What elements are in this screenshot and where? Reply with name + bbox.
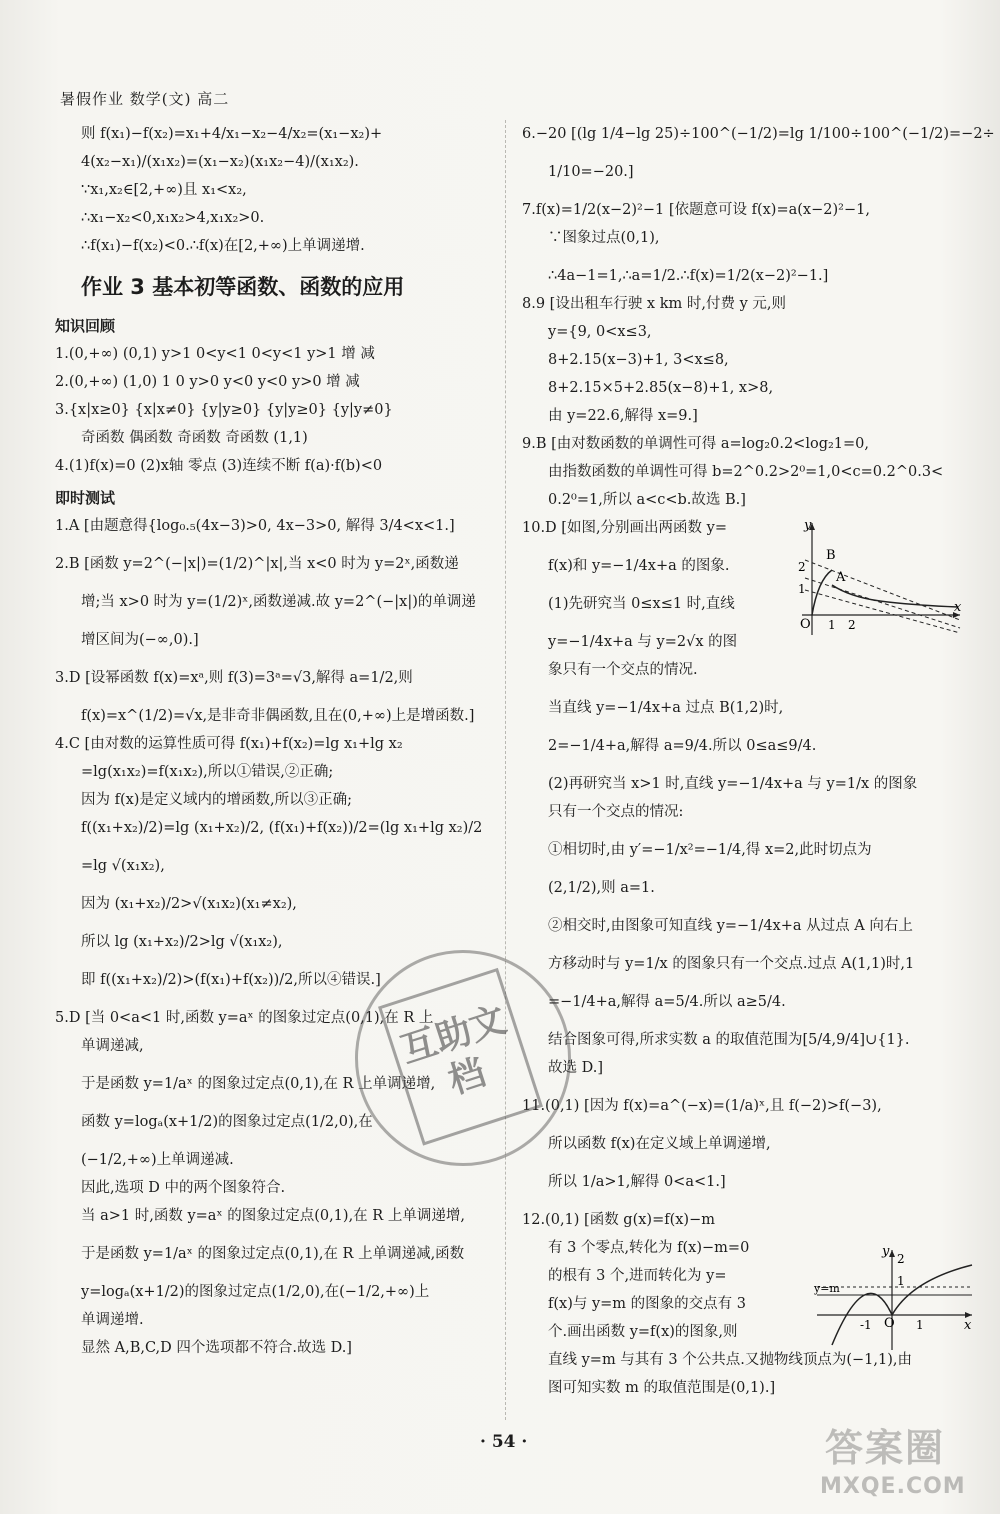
answer-line: 当 a>1 时,函数 y=aˣ 的图象过定点(0,1),在 R 上单调递增, [81,1208,465,1224]
answer-line: =lg(x₁x₂)=f(x₁x₂),所以①错误,②正确; [81,764,334,780]
stamp-text: 互助文档 [395,999,512,1103]
answer-line: 因此,选项 D 中的两个图象符合. [81,1180,286,1196]
answer-line: 故选 D.] [548,1060,603,1076]
answer-line: 2=−1/4+a,解得 a=9/4.所以 0≤a≤9/4. [548,738,817,754]
tick-x-minus-1: -1 [860,1318,872,1332]
test-heading: 即时测试 [55,489,116,507]
answer-line: ∵图象过点(0,1), [548,230,660,246]
label-x: x [954,600,962,615]
watermark-text: 答案圈 [825,1426,946,1470]
label-a: A [836,570,846,585]
label-origin: O [800,617,811,632]
answer-line: 1.A [由题意得{log₀.₅(4x−3)>0, 4x−3>0, 解得 3/4<x<1.] [55,518,455,534]
answer-line: 象只有一个交点的情况. [548,662,698,678]
answer-line: (2)再研究当 x>1 时,直线 y=−1/4x+a 与 y=1/x 的图象 [548,776,918,792]
answer-line: 3.D [设幂函数 f(x)=xᵃ,则 f(3)=3ᵃ=√3,解得 a=1/2,则 [55,670,413,686]
proof-line: 4(x₂−x₁)/(x₁x₂)=(x₁−x₂)(x₁x₂−4)/(x₁x₂). [81,154,359,170]
answer-line: 8.9 [设出租车行驶 x km 时,付费 y 元,则 [522,296,786,312]
review-line: 4.(1)f(x)=0 (2)x轴 零点 (3)连续不断 f(a)·f(b)<0 [55,458,383,474]
answer-line: 于是函数 y=1/aˣ 的图象过定点(0,1),在 R 上单调递减,函数 [81,1246,465,1262]
answer-line: 9.B [由对数函数的单调性可得 a=log₂0.2<log₂1=0, [522,436,870,452]
figure-problem-10 [790,515,965,640]
label-b: B [826,548,836,563]
answer-line: f(x)与 y=m 的图象的交点有 3 [548,1296,747,1312]
tick-y-2: 2 [897,1252,905,1266]
answer-line: 直线 y=m 与其有 3 个公共点.又抛物线顶点为(−1,1),由 [548,1352,912,1368]
answer-line: 个.画出函数 y=f(x)的图象,则 [548,1324,738,1340]
label-y-equals-m: y=m [814,1282,840,1295]
answer-line: 11.(0,1) [因为 f(x)=a^(−x)=(1/a)ˣ,且 f(−2)>f(−3), [522,1098,882,1114]
watermark-url: MXQE.COM [820,1474,966,1499]
answer-line: f(x)=x^(1/2)=√x,是非奇非偶函数,且在(0,+∞)上是增函数.] [81,708,475,724]
answer-line: 即 f((x₁+x₂)/2)>(f(x₁)+f(x₂))/2,所以④错误.] [81,972,381,988]
answer-line: 因为 (x₁+x₂)/2>√(x₁x₂)(x₁≠x₂), [81,896,297,912]
review-line: 3.{x|x≥0} {x|x≠0} {y|y≥0} {y|y≥0} {y|y≠0} [55,402,393,418]
answer-line: ①相切时,由 y′=−1/x²=−1/4,得 x=2,此时切点为 [548,842,872,858]
review-line: 1.(0,+∞) (0,1) y>1 0<y<1 0<y<1 y>1 增 减 [55,346,375,362]
answer-line: 因为 f(x)是定义域内的增函数,所以③正确; [81,792,352,808]
answer-line: 图可知实数 m 的取值范围是(0,1).] [548,1380,776,1396]
answer-line: 1/10=−20.] [548,164,634,180]
answer-line: 由 y=22.6,解得 x=9.] [548,408,698,424]
proof-line: ∴x₁−x₂<0,x₁x₂>4,x₁x₂>0. [81,210,265,226]
answer-line: 增;当 x>0 时为 y=(1/2)ˣ,函数递减.故 y=2^(−|x|)的单调递 [81,594,476,610]
proof-line: 则 f(x₁)−f(x₂)=x₁+4/x₁−x₂−4/x₂=(x₁−x₂)+ [81,126,383,142]
label-y: y [882,1245,890,1259]
answer-line: 2.B [函数 y=2^(−|x|)=(1/2)^|x|,当 x<0 时为 y=2ˣ,函数递 [55,556,459,572]
answer-line: 7.f(x)=1/2(x−2)²−1 [依题意可设 f(x)=a(x−2)²−1, [522,202,870,218]
tick-x-2: 2 [848,618,856,632]
review-line: 奇函数 偶函数 奇函数 奇函数 (1,1) [81,430,308,446]
answer-line: 0.2⁰=1,所以 a<c<b.故选 B.] [548,492,746,508]
answer-line: 单调递增. [81,1312,144,1328]
answer-line: =−1/4+a,解得 a=5/4.所以 a≥5/4. [548,994,786,1010]
tick-y-1: 1 [897,1274,905,1288]
review-line: 2.(0,+∞) (1,0) 1 0 y>0 y<0 y<0 y>0 增 减 [55,374,360,390]
answer-line: 显然 A,B,C,D 四个选项都不符合.故选 D.] [81,1340,352,1356]
page-number: · 54 · [480,1432,528,1452]
label-origin: O [884,1316,895,1331]
answer-line: 10.D [如图,分别画出两函数 y= [522,520,728,536]
answer-line: 于是函数 y=1/aˣ 的图象过定点(0,1),在 R 上单调递增, [81,1076,436,1092]
label-y: y [804,518,812,533]
proof-line: ∴f(x₁)−f(x₂)<0.∴f(x)在[2,+∞)上单调递增. [81,238,365,254]
answer-line: 结合图象可得,所求实数 a 的取值范围为[5/4,9/4]∪{1}. [548,1032,910,1048]
label-x: x [964,1318,972,1333]
answer-line: 单调递减, [81,1038,144,1054]
page-header: 暑假作业 数学(文) 高二 [60,90,230,108]
answer-line: ②相交时,由图象可知直线 y=−1/4x+a 从过点 A 向右上 [548,918,913,934]
answer-line: 方移动时与 y=1/x 的图象只有一个交点.过点 A(1,1)时,1 [548,956,915,972]
answer-line: y={9, 0<x≤3, [548,324,652,340]
answer-line: f((x₁+x₂)/2)=lg (x₁+x₂)/2, (f(x₁)+f(x₂))/2=(lg x₁+lg x₂)/2 [81,820,483,836]
log-curve [892,1265,972,1315]
curve-inverse [832,585,958,607]
answer-line: 5.D [当 0<a<1 时,函数 y=aˣ 的图象过定点(0,1),在 R 上 [55,1010,434,1026]
answer-line: (2,1/2),则 a=1. [548,880,655,896]
answer-line: (1)先研究当 0≤x≤1 时,直线 [548,596,735,612]
left-column [55,120,495,1362]
column-divider [505,120,506,1420]
answer-line: 增区间为(−∞,0).] [81,632,199,648]
answer-line: =lg √(x₁x₂), [81,858,165,874]
tick-x-1: 1 [828,618,836,632]
answer-line: y=logₐ(x+1/2)的图象过定点(1/2,0),在(−1/2,+∞)上 [81,1284,430,1300]
answer-line: 当直线 y=−1/4x+a 过点 B(1,2)时, [548,700,784,716]
answer-line: ∴4a−1=1,∴a=1/2.∴f(x)=1/2(x−2)²−1.] [548,268,829,284]
answer-line: 所以 lg (x₁+x₂)/2>lg √(x₁x₂), [81,934,283,950]
answer-line: 6.−20 [(lg 1/4−lg 25)÷100^(−1/2)=lg 1/100÷100^(−1/2)=−2÷ [522,126,995,142]
tick-y-1: 1 [798,582,806,596]
answer-line: 由指数函数的单调性可得 b=2^0.2>2⁰=1,0<c=0.2^0.3< [548,464,944,480]
right-column [522,120,995,1402]
answer-line: 4.C [由对数的运算性质可得 f(x₁)+f(x₂)=lg x₁+lg x₂ [55,736,403,752]
answer-line: 8+2.15×5+2.85(x−8)+1, x>8, [548,380,774,396]
answer-line: 8+2.15(x−3)+1, 3<x≤8, [548,352,729,368]
answer-line: 只有一个交点的情况: [548,804,684,820]
tick-y-2: 2 [798,560,806,574]
answer-line: 所以 1/a>1,解得 0<a<1.] [548,1174,726,1190]
stamp-inner-box [378,968,543,1146]
answer-line: 所以函数 f(x)在定义域上单调递增, [548,1136,771,1152]
answer-line: f(x)和 y=−1/4x+a 的图象. [548,558,730,574]
answer-line: 12.(0,1) [函数 g(x)=f(x)−m [522,1212,715,1228]
review-heading: 知识回顾 [55,317,116,335]
watermark-logo [805,1412,990,1507]
answer-line: (−1/2,+∞)上单调递减. [81,1152,234,1168]
y-axis-arrow [889,1250,895,1257]
answer-line: 的根有 3 个,进而转化为 y= [548,1268,727,1284]
section-title: 作业 3 基本初等函数、函数的应用 [81,275,405,299]
answer-line: y=−1/4x+a 与 y=2√x 的图 [548,634,738,650]
answer-line: 函数 y=logₐ(x+1/2)的图象过定点(1/2,0),在 [81,1114,373,1130]
answer-line: 有 3 个零点,转化为 f(x)−m=0 [548,1240,750,1256]
tick-x-1: 1 [916,1318,924,1332]
figure-problem-12 [812,1245,977,1355]
proof-line: ∵x₁,x₂∈[2,+∞)且 x₁<x₂, [81,182,247,198]
